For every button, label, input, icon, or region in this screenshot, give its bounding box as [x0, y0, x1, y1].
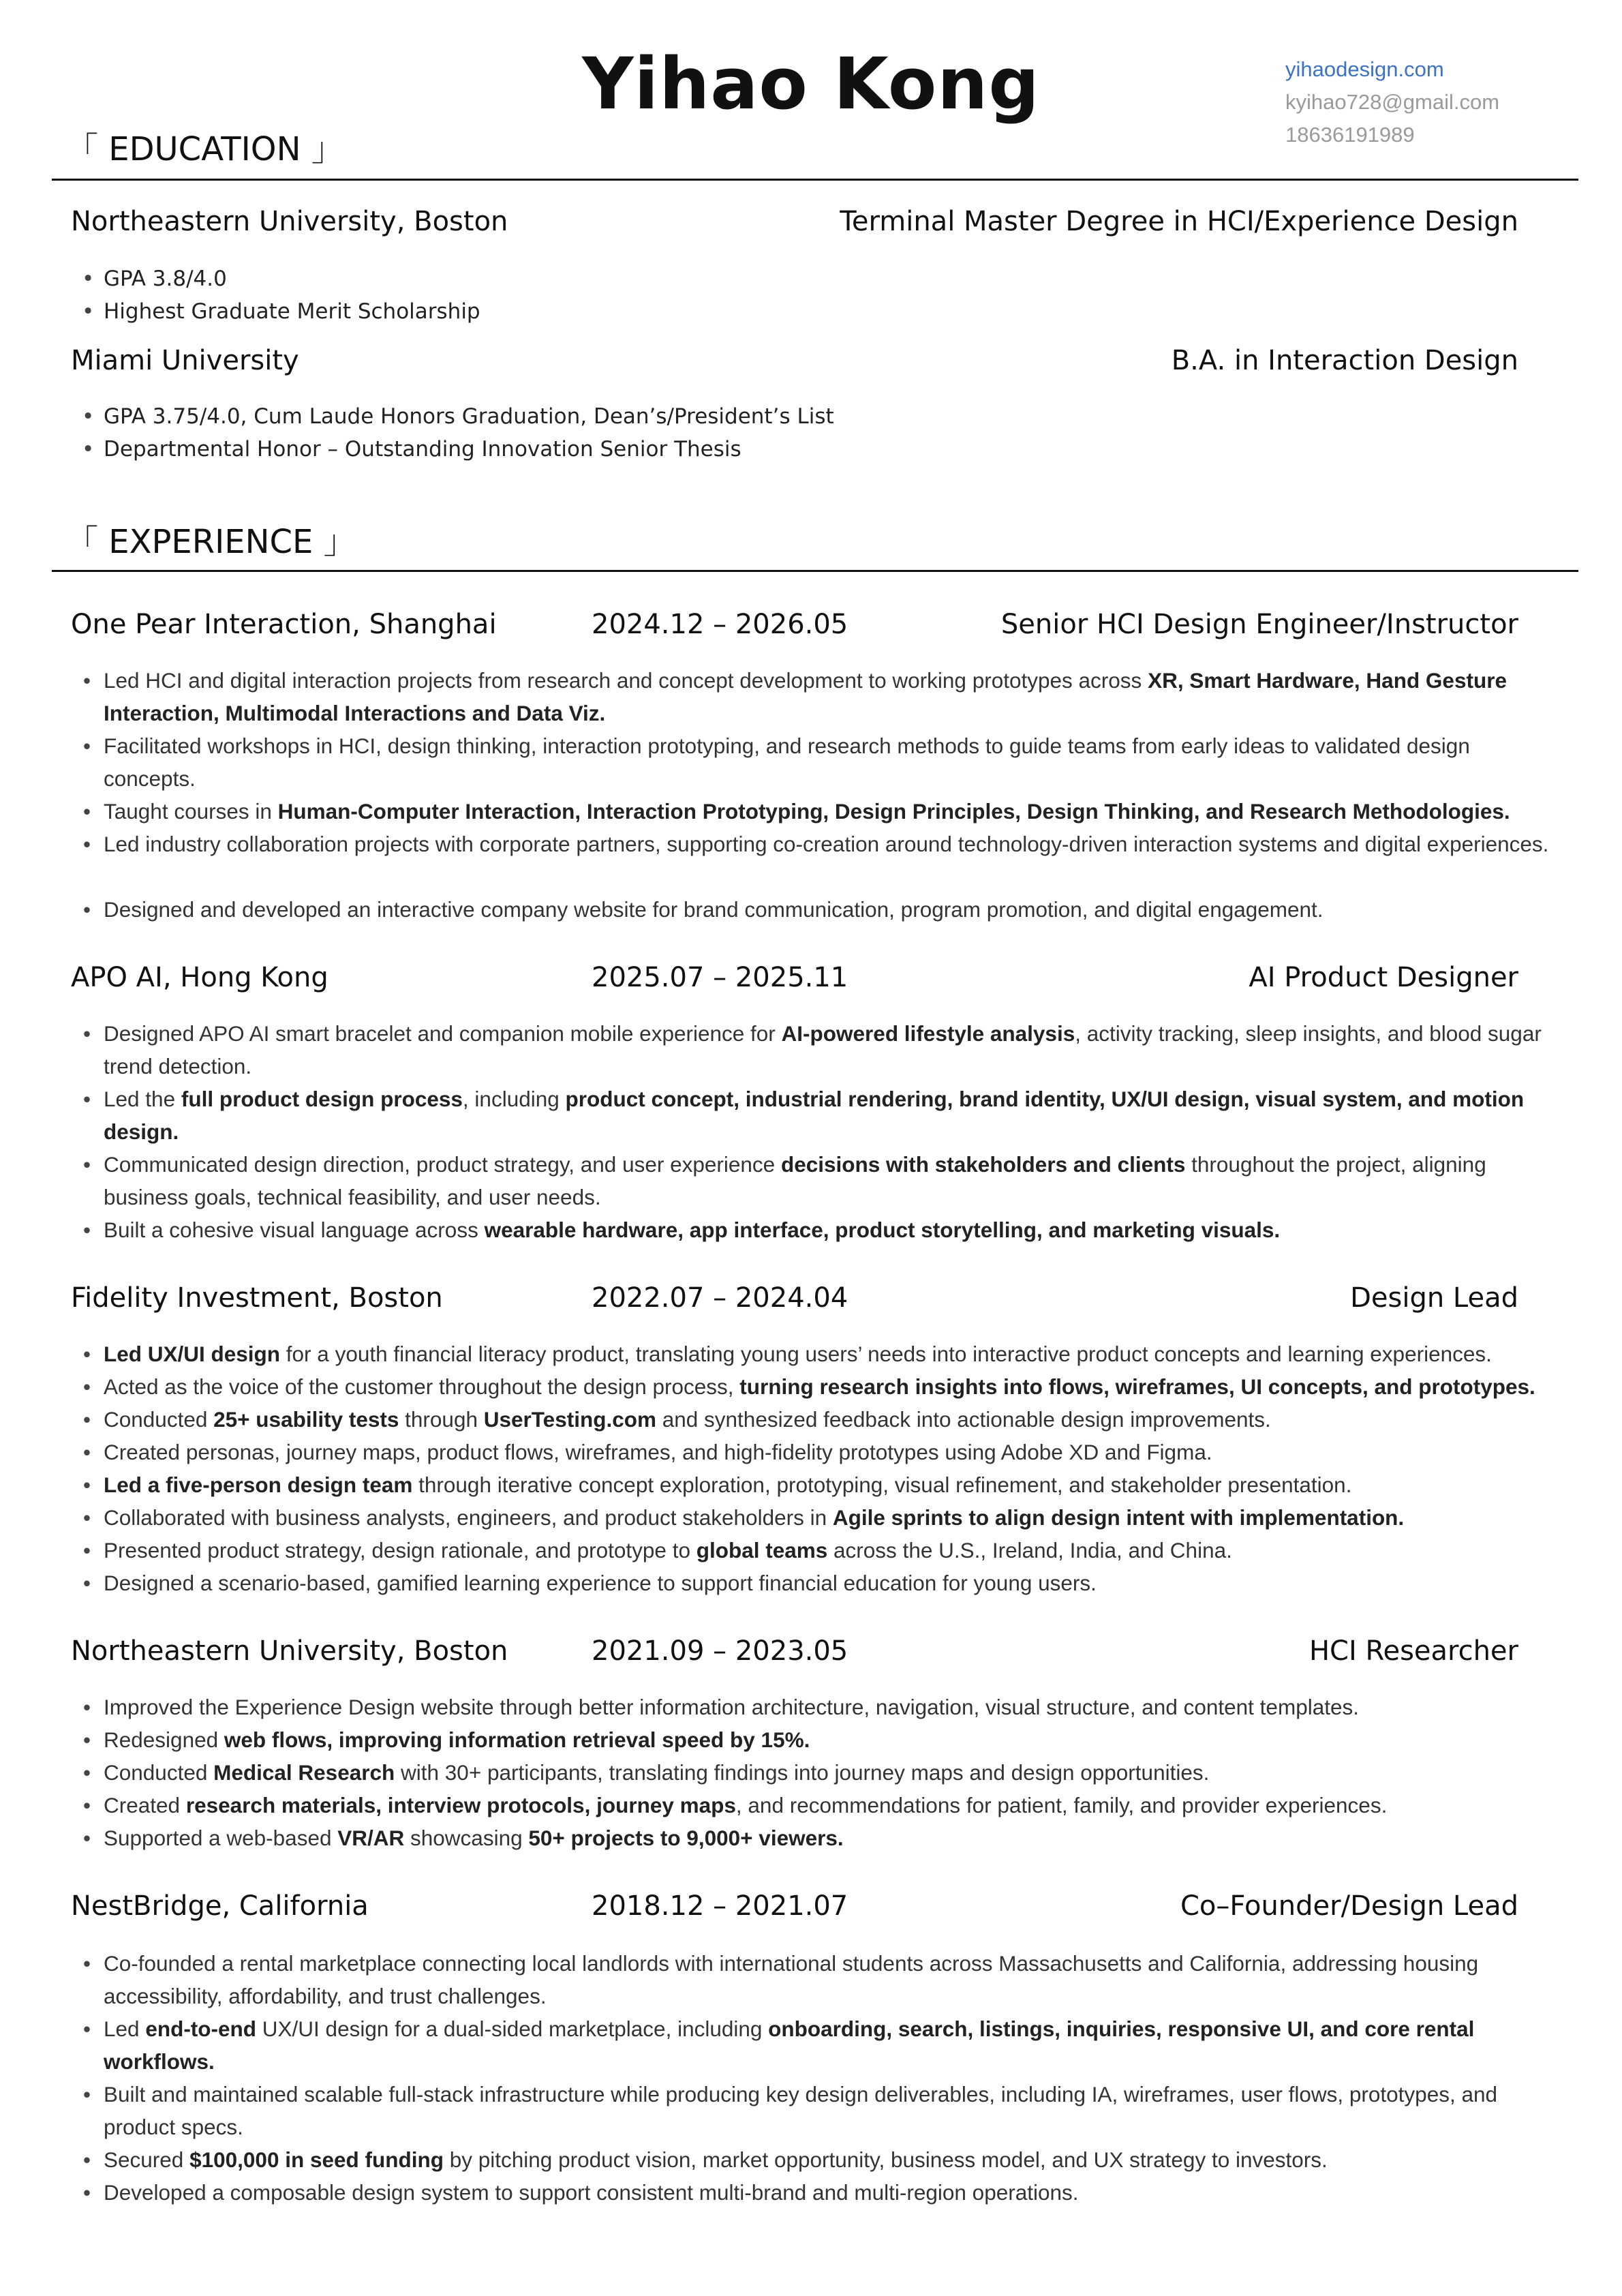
bullet-text: for a youth financial literacy product, translating young users’ needs into interactive product concepts and learning experiences. [280, 1342, 1492, 1366]
bullet-text: across the U.S., Ireland, India, and China. [827, 1538, 1232, 1562]
experience-bullet [104, 828, 1555, 860]
bullet-text: , including [462, 1087, 566, 1111]
bullet-text: , and recommendations for patient, family, and provider experiences. [735, 1793, 1388, 1817]
experience-org: Fidelity Investment, Boston [71, 1282, 443, 1314]
bullet-text: Led industry collaboration projects with corporate partners, supporting co-creation around technology-driven interaction systems and digital experiences. [104, 832, 1549, 856]
bullet-text: Designed a scenario-based, gamified learning experience to support financial education for young users. [104, 1571, 1097, 1595]
bullet-text: Redesigned [104, 1727, 224, 1752]
bullet-text: UX/UI design for a dual-sided marketplace, including [256, 2016, 769, 2041]
bullet-emphasis: 50+ projects to 9,000+ viewers. [528, 1826, 844, 1850]
experience-dates: 2018.12 – 2021.07 [592, 1890, 848, 1922]
experience-dates: 2022.07 – 2024.04 [592, 1282, 848, 1314]
experience-bullet [104, 1691, 1555, 1723]
bullet-text: Communicated design direction, product strategy, and user experience [104, 1152, 781, 1177]
bullet-emphasis: full product design process [181, 1087, 463, 1111]
bullet-text: throughout the project, aligning business goals, technical feasibility, and user needs. [104, 1152, 1486, 1209]
bullet-emphasis: VR/AR [337, 1826, 405, 1850]
website-link[interactable]: yihaodesign.com [1285, 57, 1444, 81]
bullet-text: Led the [104, 1087, 181, 1111]
experience-bullet [104, 893, 1555, 926]
bullet-emphasis: Led a five-person design team [104, 1472, 413, 1497]
education-school: Miami University [71, 345, 299, 376]
bullet-text: Built a cohesive visual language across [104, 1218, 485, 1242]
experience-bullet [104, 1436, 1555, 1468]
experience-bullet [104, 1213, 1555, 1246]
experience-bullet [104, 1403, 1555, 1436]
bullet-text: Conducted [104, 1407, 214, 1432]
education-bullet: • Highest Graduate Merit Scholarship [104, 295, 1555, 328]
bullet-emphasis: Medical Research [213, 1760, 395, 1785]
experience-bullet [104, 1723, 1555, 1756]
bullet-text: Secured [104, 2147, 190, 2172]
bullet-emphasis: product concept, industrial rendering, brand identity, UX/UI design, visual system, and motion design. [104, 1087, 1525, 1144]
experience-bullet [104, 1822, 1555, 1854]
experience-role: Co–Founder/Design Lead [1180, 1890, 1518, 1922]
bullet-text: Co-founded a rental marketplace connecting local landlords with international students across Massachusetts and California, addressing housing accessibility, affordability, and trust challenges. [104, 1951, 1479, 2008]
bullet-text: Acted as the voice of the customer throughout the design process, [104, 1374, 740, 1399]
experience-org: One Pear Interaction, Shanghai [71, 609, 497, 640]
education-divider [52, 179, 1578, 181]
education-section-title: 「 EDUCATION 」 [65, 130, 344, 168]
candidate-name: Yihao Kong [582, 42, 1040, 125]
bullet-text: through [399, 1407, 484, 1432]
bullet-emphasis: research materials, interview protocols, journey maps [185, 1793, 736, 1817]
experience-role: Design Lead [1350, 1282, 1518, 1314]
education-degree: Terminal Master Degree in HCI/Experience Design [840, 206, 1518, 237]
bullet-text: Designed and developed an interactive company website for brand communication, program promotion, and digital engagement. [104, 897, 1323, 922]
bullet-text: with 30+ participants, translating findings into journey maps and design opportunities. [395, 1760, 1210, 1785]
bullet-text: , activity tracking, sleep insights, and blood sugar trend detection. [104, 1021, 1542, 1078]
experience-org: NestBridge, California [71, 1890, 369, 1922]
bullet-emphasis: onboarding, search, listings, inquiries, responsive UI, and core rental workflows. [104, 2016, 1475, 2074]
experience-bullet [104, 1468, 1555, 1501]
bullet-text: Supported a web-based [104, 1826, 338, 1850]
experience-bullet [104, 1148, 1555, 1213]
experience-role: Senior HCI Design Engineer/Instructor [1000, 609, 1518, 640]
experience-divider [52, 570, 1578, 572]
bullet-text: Led [104, 2016, 146, 2041]
bullet-text: Collaborated with business analysts, engineers, and product stakeholders in [104, 1505, 833, 1530]
email-text: kyihao728@gmail.com [1285, 90, 1500, 114]
bullet-text: Created personas, journey maps, product flows, wireframes, and high-fidelity prototypes using Adobe XD and Figma. [104, 1440, 1212, 1464]
bullet-text: Built and maintained scalable full-stack infrastructure while producing key design deliverables, including IA, wireframes, user flows, prototypes, and product specs. [104, 2082, 1498, 2139]
education-bullet: • GPA 3.75/4.0, Cum Laude Honors Graduation, Dean’s/President’s List [104, 400, 1555, 433]
experience-bullet [104, 1017, 1555, 1083]
bullet-emphasis: $100,000 in seed funding [189, 2147, 444, 2172]
bullet-emphasis: wearable hardware, app interface, product storytelling, and marketing visuals. [484, 1218, 1281, 1242]
experience-org: Northeastern University, Boston [71, 1635, 508, 1667]
bullet-emphasis: XR, Smart Hardware, Hand Gesture Interaction, Multimodal Interactions and Data Viz. [104, 668, 1507, 725]
bullet-emphasis: AI-powered lifestyle analysis [781, 1021, 1075, 1046]
bullet-text: Led HCI and digital interaction projects from research and concept development to working prototypes across [104, 668, 1148, 693]
bullet-text: Facilitated workshops in HCI, design thinking, interaction prototyping, and research methods to guide teams from early ideas to validated design concepts. [104, 734, 1470, 791]
bullet-emphasis: Agile sprints to align design intent with implementation. [832, 1505, 1405, 1530]
experience-bullet [104, 795, 1555, 828]
bullet-emphasis: Led UX/UI design [104, 1342, 281, 1366]
phone-text: 18636191989 [1285, 123, 1415, 147]
experience-role: AI Product Designer [1249, 962, 1518, 993]
experience-dates: 2024.12 – 2026.05 [592, 609, 848, 640]
experience-bullet [104, 1756, 1555, 1789]
experience-dates: 2025.07 – 2025.11 [592, 962, 848, 993]
bullet-emphasis: turning research insights into flows, wireframes, UI concepts, and prototypes. [739, 1374, 1535, 1399]
bullet-text: showcasing [404, 1826, 529, 1850]
education-school: Northeastern University, Boston [71, 206, 508, 237]
experience-bullet [104, 1083, 1555, 1148]
experience-bullet [104, 1789, 1555, 1822]
bullet-text: Designed APO AI smart bracelet and companion mobile experience for [104, 1021, 782, 1046]
bullet-text: Created [104, 1793, 186, 1817]
bullet-emphasis: Human-Computer Interaction, Interaction Prototyping, Design Principles, Design Thinking, and Research Methodologies. [277, 799, 1510, 824]
education-bullet: • GPA 3.8/4.0 [104, 262, 1555, 295]
experience-bullet [104, 1534, 1555, 1567]
experience-bullet [104, 2012, 1555, 2078]
bullet-text: Improved the Experience Design website through better information architecture, navigation, visual structure, and content templates. [104, 1695, 1359, 1719]
experience-bullet [104, 2176, 1555, 2209]
bullet-emphasis: decisions with stakeholders and clients [780, 1152, 1186, 1177]
bullet-text: Conducted [104, 1760, 214, 1785]
bullet-text: Taught courses in [104, 799, 278, 824]
bullet-text: Presented product strategy, design rationale, and prototype to [104, 1538, 697, 1562]
bullet-emphasis: web flows, improving information retrieval speed by 15%. [224, 1727, 810, 1752]
bullet-emphasis: global teams [696, 1538, 828, 1562]
experience-bullet [104, 1370, 1555, 1403]
bullet-emphasis: 25+ usability tests [213, 1407, 399, 1432]
bullet-text: through iterative concept exploration, prototyping, visual refinement, and stakeholder presentation. [412, 1472, 1352, 1497]
experience-bullet [104, 2143, 1555, 2176]
experience-bullet [104, 729, 1555, 795]
experience-bullet [104, 2078, 1555, 2143]
bullet-emphasis: UserTesting.com [483, 1407, 656, 1432]
experience-org: APO AI, Hong Kong [71, 962, 328, 993]
education-bullet: • Departmental Honor – Outstanding Innovation Senior Thesis [104, 433, 1555, 466]
experience-dates: 2021.09 – 2023.05 [592, 1635, 848, 1667]
experience-role: HCI Researcher [1309, 1635, 1518, 1667]
bullet-emphasis: end-to-end [145, 2016, 257, 2041]
bullet-text: by pitching product vision, market opportunity, business model, and UX strategy to investors. [443, 2147, 1328, 2172]
experience-bullet [104, 664, 1555, 729]
bullet-text: and synthesized feedback into actionable design improvements. [656, 1407, 1271, 1432]
bullet-text: Developed a composable design system to support consistent multi-brand and multi-region operations. [104, 2180, 1079, 2205]
education-degree: B.A. in Interaction Design [1171, 345, 1518, 376]
experience-section-title: 「 EXPERIENCE 」 [65, 523, 356, 561]
experience-bullet [104, 1338, 1555, 1370]
experience-bullet [104, 1501, 1555, 1534]
experience-bullet [104, 1947, 1555, 2012]
experience-bullet [104, 1567, 1555, 1599]
